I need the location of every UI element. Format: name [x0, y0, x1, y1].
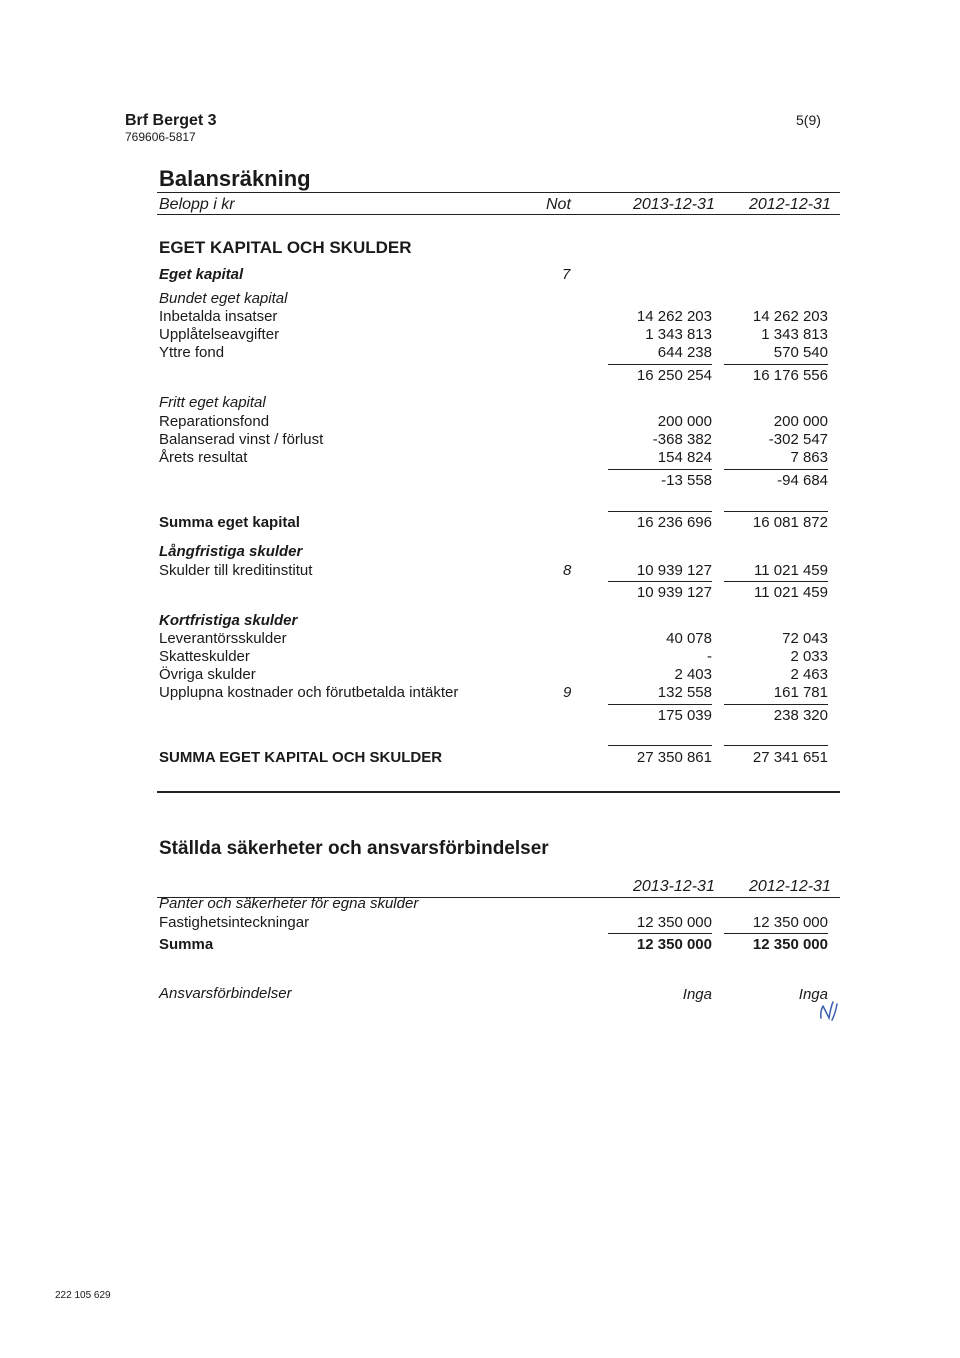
subtotal-rule: [724, 469, 828, 470]
total-rule: [724, 511, 828, 512]
value-2012: 12 350 000: [752, 914, 828, 931]
total-rule: [608, 511, 712, 512]
short-term-liabilities-heading: Kortfristiga skulder: [159, 612, 298, 629]
row-label: Inbetalda insatser: [159, 308, 278, 325]
equity-note: 7: [562, 266, 571, 283]
subtotal-rule: [608, 704, 712, 705]
grand-total-rule: [608, 745, 712, 746]
note-column-header: Not: [546, 196, 571, 213]
value-2013: 200 000: [657, 413, 712, 430]
grand-total-2012: 27 341 651: [752, 749, 828, 766]
title-rule: [157, 192, 840, 193]
year-2013-header: 2013-12-31: [633, 196, 715, 213]
row-label: Leverantörsskulder: [159, 630, 287, 647]
equity-heading: Eget kapital: [159, 266, 244, 283]
pledges-sum-label: Summa: [159, 936, 214, 953]
value-2013: -: [707, 648, 712, 665]
contingent-liabilities-label: Ansvarsförbindelser: [159, 985, 292, 1002]
subtotal-rule: [608, 581, 712, 582]
subtotal-2013: -13 558: [661, 472, 712, 489]
pledges-sum-2012: 12 350 000: [752, 936, 828, 953]
section-title: EGET KAPITAL OCH SKULDER: [159, 238, 412, 257]
value-2012: 570 540: [773, 344, 828, 361]
row-label: Yttre fond: [159, 344, 225, 361]
subtotal-rule: [724, 933, 828, 934]
row-label: Upplupna kostnader och förutbetalda intäkter: [159, 684, 459, 701]
pledges-year-2012: 2012-12-31: [749, 878, 831, 895]
pledges-subheading: Panter och säkerheter för egna skulder: [159, 895, 419, 912]
pledges-sum-2013: 12 350 000: [636, 936, 712, 953]
subtotal-2012: 16 176 556: [752, 367, 828, 384]
value-2012: 200 000: [773, 413, 828, 430]
value-2013: 40 078: [666, 630, 712, 647]
row-label: Balanserad vinst / förlust: [159, 431, 324, 448]
subtotal-2012: -94 684: [777, 472, 828, 489]
document-number: 222 105 629: [55, 1290, 111, 1301]
subtotal-rule: [608, 933, 712, 934]
value-2012: 161 781: [773, 684, 828, 701]
value-2013: 132 558: [657, 684, 712, 701]
row-label: Reparationsfond: [159, 413, 270, 430]
value-2013: -368 382: [652, 431, 712, 448]
value-2012: 1 343 813: [761, 326, 828, 343]
row-label: Övriga skulder: [159, 666, 256, 683]
total-equity-label: Summa eget kapital: [159, 514, 300, 531]
handwritten-initials: [816, 998, 846, 1022]
value-2012: 72 043: [782, 630, 828, 647]
value-2013: 12 350 000: [636, 914, 712, 931]
row-label: Årets resultat: [159, 449, 248, 466]
unrestricted-equity-heading: Fritt eget kapital: [159, 394, 266, 411]
row-note: 9: [563, 684, 572, 701]
row-label: Skatteskulder: [159, 648, 250, 665]
subtotal-rule: [724, 704, 828, 705]
value-2012: 2 033: [790, 648, 828, 665]
page-number: 5(9): [796, 112, 821, 128]
subtotal-2013: 175 039: [657, 707, 712, 724]
amount-unit-label: Belopp i kr: [159, 196, 235, 213]
subtotal-2013: 10 939 127: [636, 584, 712, 601]
subtotal-rule: [608, 469, 712, 470]
value-2012: 7 863: [790, 449, 828, 466]
total-equity-2013: 16 236 696: [636, 514, 712, 531]
subtotal-2012: 238 320: [773, 707, 828, 724]
value-2012: 2 463: [790, 666, 828, 683]
value-2013: 154 824: [657, 449, 712, 466]
value-2012: 11 021 459: [754, 562, 828, 579]
row-note: 8: [563, 562, 572, 579]
contingent-2012: Inga: [798, 986, 828, 1003]
grand-total-rule: [724, 745, 828, 746]
subtotal-rule: [724, 581, 828, 582]
subtotal-2012: 11 021 459: [754, 584, 828, 601]
value-2013: 10 939 127: [636, 562, 712, 579]
subtotal-rule: [608, 364, 712, 365]
pledges-year-2013: 2013-12-31: [633, 878, 715, 895]
subtotal-rule: [724, 364, 828, 365]
org-number: 769606-5817: [125, 130, 196, 144]
restricted-equity-heading: Bundet eget kapital: [159, 290, 288, 307]
section-divider: [157, 791, 840, 793]
grand-total-label: SUMMA EGET KAPITAL OCH SKULDER: [159, 749, 443, 766]
value-2013: 644 238: [657, 344, 712, 361]
subtotal-2013: 16 250 254: [636, 367, 712, 384]
company-name: Brf Berget 3: [125, 112, 217, 129]
pledges-title: Ställda säkerheter och ansvarsförbindelser: [159, 838, 549, 859]
grand-total-2013: 27 350 861: [636, 749, 712, 766]
page-title: Balansräkning: [159, 166, 311, 191]
value-2013: 1 343 813: [645, 326, 712, 343]
header-rule: [157, 214, 840, 215]
row-label: Upplåtelseavgifter: [159, 326, 280, 343]
year-2012-header: 2012-12-31: [749, 196, 831, 213]
row-label: Fastighetsinteckningar: [159, 914, 310, 931]
value-2012: 14 262 203: [752, 308, 828, 325]
total-equity-2012: 16 081 872: [752, 514, 828, 531]
row-label: Skulder till kreditinstitut: [159, 562, 313, 579]
long-term-liabilities-heading: Långfristiga skulder: [159, 543, 303, 560]
value-2013: 14 262 203: [636, 308, 712, 325]
value-2013: 2 403: [674, 666, 712, 683]
value-2012: -302 547: [768, 431, 828, 448]
contingent-2013: Inga: [682, 986, 712, 1003]
